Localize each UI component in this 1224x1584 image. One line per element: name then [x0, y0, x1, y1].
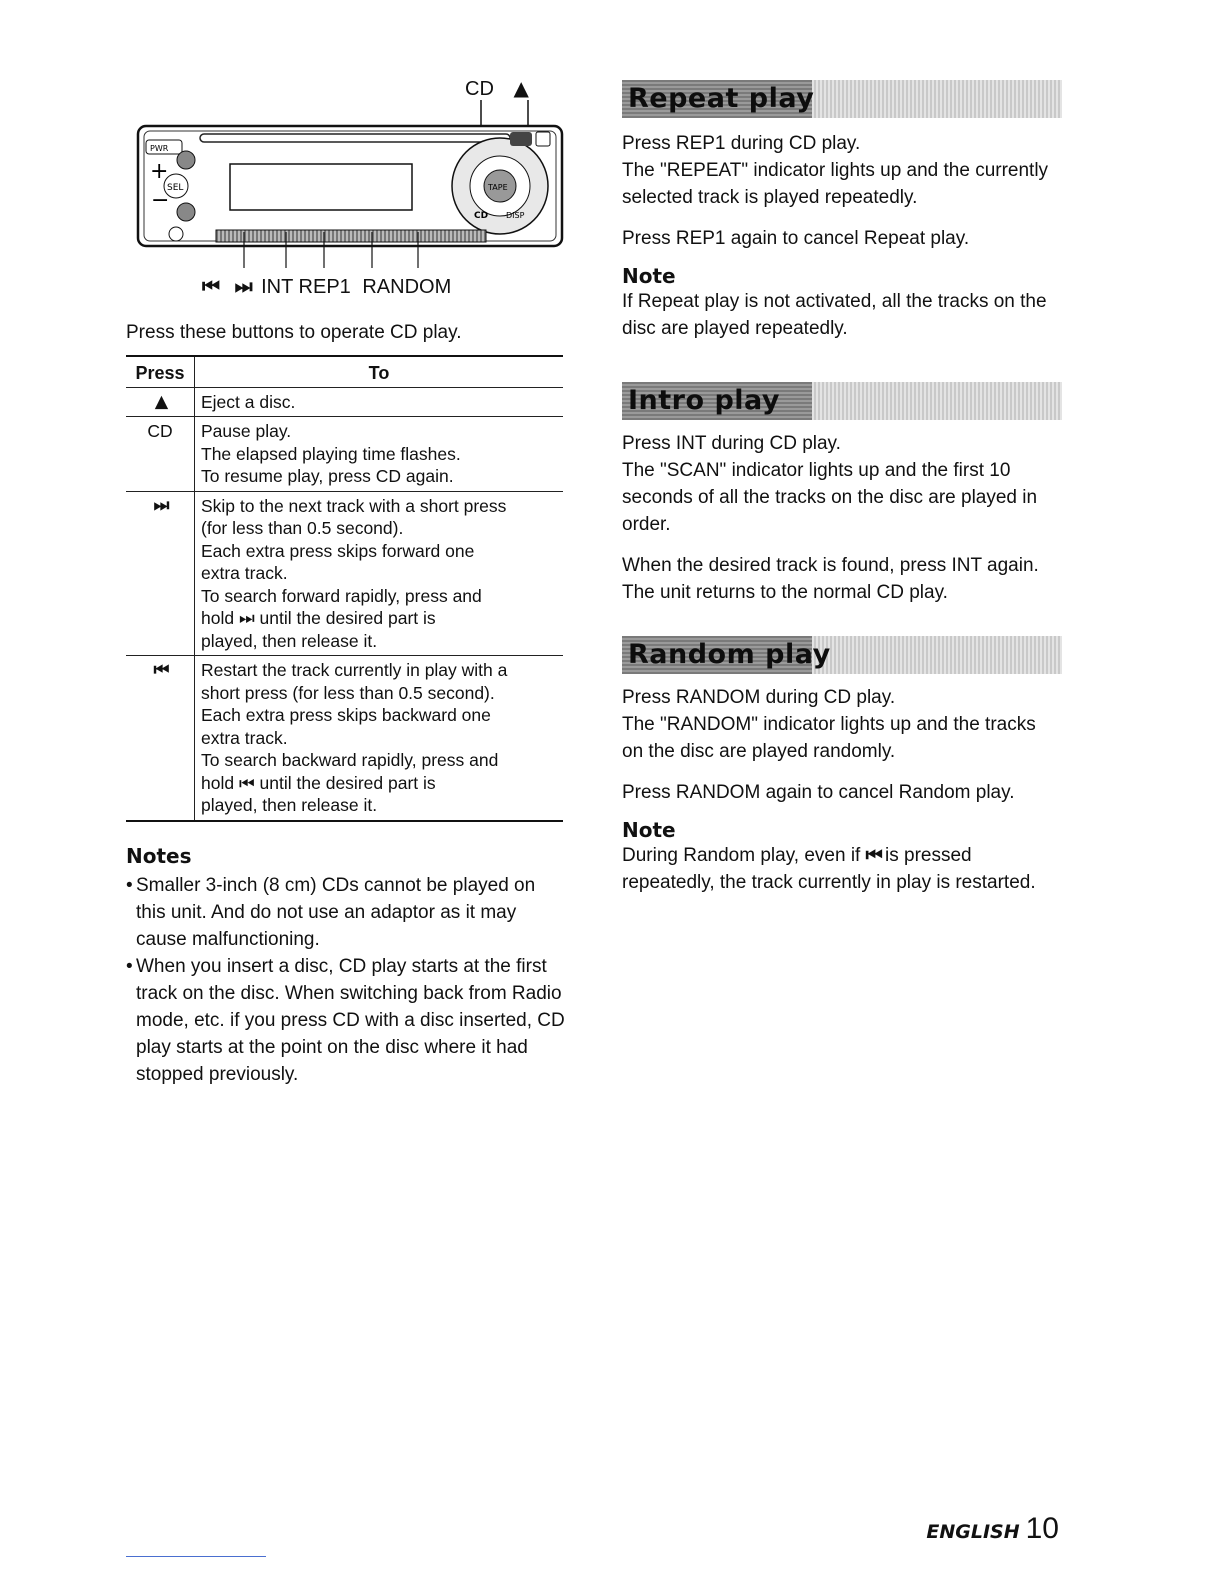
table-row [126, 656, 563, 821]
notes-heading: Notes [126, 844, 192, 868]
intro-play-heading: Intro play [628, 385, 781, 416]
repeat-play-section [622, 130, 1062, 342]
language-label: ENGLISH [926, 1521, 1020, 1543]
next-track-callout: ⏭ [234, 274, 250, 298]
car-stereo-illustration [120, 70, 570, 300]
row-description: Skip to the next track with a short press (for less than 0.5 second). Each extra press skips forward one extra track. To search forward rapidly, press and hold ⏭ until the desired part is played, then release it. [195, 491, 564, 656]
random-play-heading-bar [622, 636, 1062, 674]
intro-play-heading-bar [622, 382, 1062, 420]
note-item: • Smaller 3-inch (8 cm) CDs cannot be played on this unit. And do not use an adaptor as it may cause malfunctioning. [126, 872, 566, 953]
random-play-section [622, 684, 1062, 896]
notes-section [126, 844, 566, 1088]
press-column-header: Press [126, 356, 195, 387]
svg-text:−: − [151, 188, 170, 213]
pwr-label: PWR [150, 144, 169, 153]
random-play-text: Press RANDOM during CD play. The "RANDOM" indicator lights up and the tracks on the disc are played randomly. [622, 687, 1036, 762]
intro-play-text: Press INT during CD play. The "SCAN" indicator lights up and the first 10 seconds of all the tracks on the disc are played in order. [622, 433, 1038, 535]
cd-operations-table [126, 355, 563, 822]
repeat-note-heading: Note [622, 264, 676, 288]
cd-key: CD [126, 417, 195, 492]
eject-callout-label: ▲ [513, 76, 526, 100]
svg-text:SEL: SEL [167, 183, 184, 193]
to-column-header: To [195, 356, 564, 387]
svg-text:TAPE: TAPE [488, 183, 508, 192]
table-row [126, 417, 563, 492]
next-track-key: ⏭ [126, 491, 195, 656]
random-note-text: During Random play, even if ⏮ is pressed repeatedly, the track currently in play is restarted. [622, 844, 1036, 893]
repeat-play-text: Press REP1 during CD play. The "REPEAT" indicator lights up and the currently selected track is played repeatedly. [622, 133, 1049, 208]
note-item: • When you insert a disc, CD play starts at the first track on the disc. When switching back from Radio mode, etc. if you press CD with a disc inserted, CD play starts at the point on the disc where it had stopped previously. [126, 953, 566, 1088]
table-row [126, 491, 563, 656]
repeat-cancel-text: Press REP1 again to cancel Repeat play. [622, 228, 970, 249]
intro-return-text: When the desired track is found, press INT again. The unit returns to the normal CD play. [622, 555, 1039, 603]
svg-text:+: + [150, 159, 169, 184]
repeat-note-text: If Repeat play is not activated, all the tracks on the disc are played repeatedly. [622, 291, 1047, 339]
footer-rule [126, 1556, 266, 1557]
prev-track-key: ⏮ [126, 656, 195, 821]
rep1-callout: REP1 [298, 276, 351, 298]
repeat-play-heading-bar [622, 80, 1062, 118]
operate-intro-text: Press these buttons to operate CD play. [126, 322, 462, 343]
page-footer [926, 1512, 1059, 1546]
random-callout: RANDOM [362, 276, 452, 298]
prev-track-callout: ⏮ [202, 274, 217, 298]
row-description: Eject a disc. [195, 387, 564, 417]
row-description: Pause play. The elapsed playing time flashes. To resume play, press CD again. [195, 417, 564, 492]
random-note-heading: Note [622, 818, 676, 842]
table-row [126, 387, 563, 417]
cd-callout-label: CD [465, 78, 494, 100]
svg-text:CD: CD [474, 211, 489, 221]
svg-text:DISP: DISP [506, 211, 525, 220]
intro-play-section [622, 430, 1062, 606]
page-number: 10 [1025, 1512, 1059, 1545]
device-diagram [120, 70, 570, 300]
row-description: Restart the track currently in play with a short press (for less than 0.5 second). Each extra press skips backward one extra track. To search backward rapidly, press and hold ⏮ until the desired part is played, then release it. [195, 656, 564, 821]
int-callout: INT [261, 276, 293, 298]
eject-key: ▲ [126, 387, 195, 417]
random-play-heading: Random play [628, 639, 831, 670]
prev-track-icon: ⏮ [865, 844, 880, 866]
repeat-play-heading: Repeat play [628, 83, 815, 114]
random-cancel-text: Press RANDOM again to cancel Random play. [622, 782, 1015, 803]
table-header-row [126, 356, 563, 387]
